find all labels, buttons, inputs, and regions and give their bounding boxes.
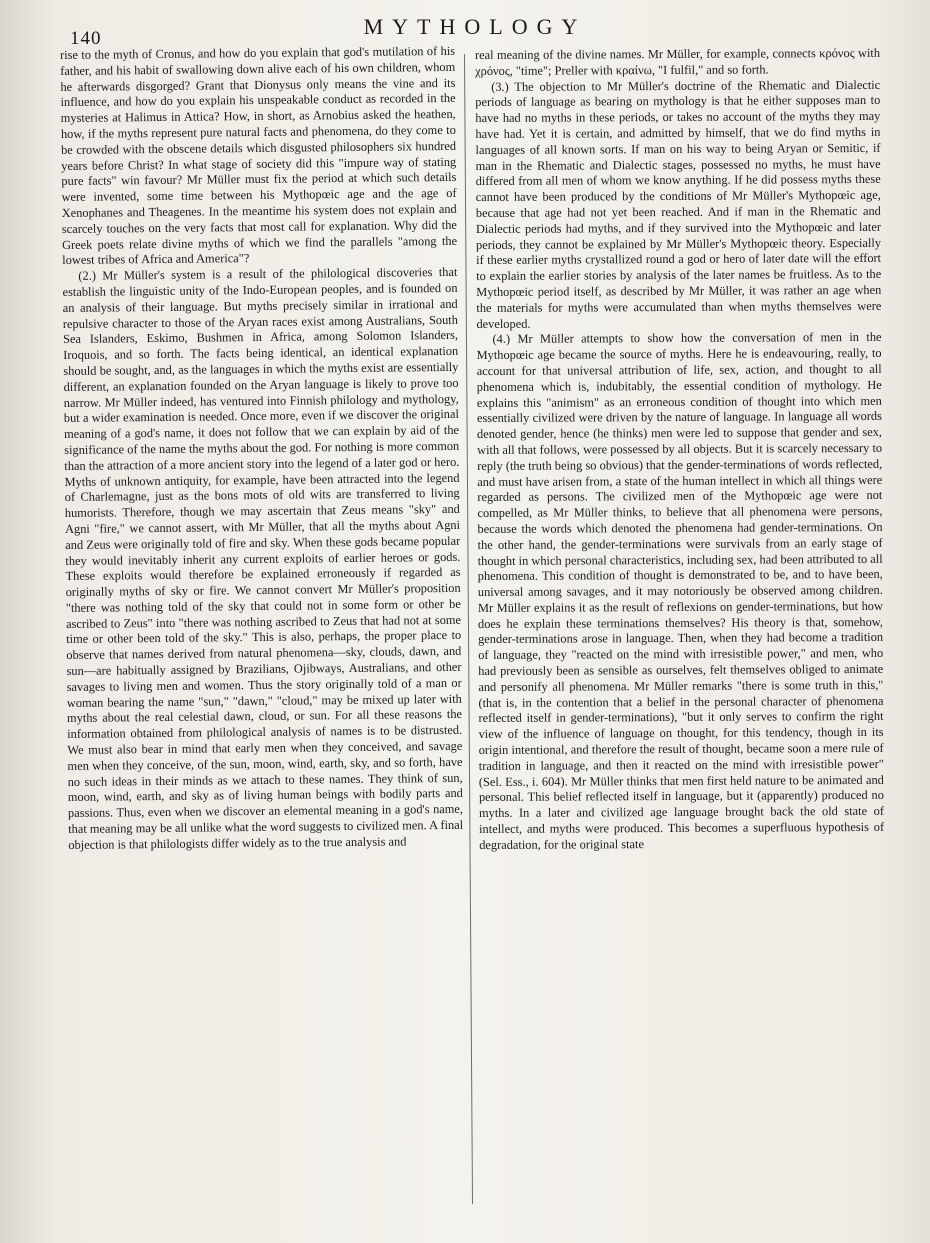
paragraph-5: (4.) Mr Müller attempts to show how the conversation of men in the Mythopœic age became the source of myths. Here he is endeavouring, really, to account for that universal attribution of life, sex, action, and thought to all phenomena which is, indubitably, the essential condition of mythology. He explains this "animism" as an erroneous condition of thought into which men essentially civilized were driven by the nature of language. In language all words denoted gender, hence (he thinks) men were led to suppose that gender and sex, with all that follows, were possessed by all objects. But it is scarcely necessary to reply (the truth being so obvious) that the gender-terminations of words reflected, and must have arisen from, a state of the human intellect in which all things were regarded as persons. The civilized men of the Mythopœic age were not compelled, as Mr Müller thinks, to believe that all phenomena were persons, because the words which denoted the phenomena had gender-terminations. On the other hand, the gender-terminations were survivals from an early stage of thought in which personal characteristics, including sex, had been attributed to all phenomena. This condition of thought is demonstrated to be, and to have been, universal among savages, and it may notoriously be observed among children. Mr Müller explains it as the result of reflexions on gender-terminations, but how does he explain these terminations themselves? His theory is that, somehow, gender-terminations arose in language. Then, when they had become a tradition of language, they "reacted on the mind with irresistible power," and men, who had previously been as sensible as ourselves, felt themselves obliged to animate and personify all phenomena. Mr Müller remarks "there is some truth in this," (that is, in the contention that a belief in the personal character of phenomena reflected itself in gender-terminations), "but it only serves to confirm the right view of the influence of language on thought, for this tendency, though in its origin intentional, and therefore the result of thought, became soon a mere rule of tradition in language, and then it reacted on the mind with irresistible power" (Sel. Ess., i. 604). Mr Müller thinks that men first held nature to be animated and personal. This belief reflected itself in language, but it (apparently) produced no myths. In a later and civilized age language brought back the old state of intellect, and myths were produced. This becomes a superfluous hypothesis of degradation, for the original state <box>476 330 885 852</box>
paragraph-2: (2.) Mr Müller's system is a result of the philological discoveries that establish the linguistic unity of the Indo-European peoples, and is founded on an analysis of their language. But myths precisely similar in irrational and repulsive character to those of the Aryan races exist among Australians, South Sea Islanders, Eskimo, Bushmen in Africa, among Solomon Islanders, Iroquois, and so forth. The facts being identical, an identical explanation should be sought, and, as the languages in which the myths exist are essentially different, an explanation founded on the Aryan language is likely to prove too narrow. Mr Müller indeed, has ventured into Finnish philology and mythology, but a wider examination is needed. Once more, even if we discover the original meaning of a god's name, it does not follow that we can explain by aid of the significance of the name the myths about the god. For nothing is more common than the attraction of a more ancient story into the legend of a later god or hero. Myths of unknown antiquity, for example, have been attracted into the legend of Charlemagne, just as the bons mots of old wits are transferred to living humorists. Therefore, though we may ascertain that Zeus means "sky" and Agni "fire," we cannot assert, with Mr Müller, that all the myths about Agni and Zeus were originally told of fire and sky. When these gods became popular they would inevitably inherit any current exploits of earlier heroes or gods. These exploits would therefore be explained erroneously if regarded as originally myths of sky or fire. We cannot convert Mr Müller's proposition "there was nothing told of the sky that could not in some form or other be ascribed to Zeus" into "there was nothing ascribed to Zeus that had not at some time or other been told of the sky." This is also, perhaps, the proper place to observe that names derived from natural phenomena—sky, clouds, dawn, and sun—are habitually assigned by Brazilians, Ojibways, Australians, and other savages to living men and women. Thus the story originally told of a man or woman bearing the name "sun," "dawn," "cloud," may be mixed up later with myths about the real celestial dawn, cloud, or sun. For all these reasons the information obtained from philological analysis of names is to be distrusted. We must also bear in mind that early men when they conceived, and savage men when they conceive, of the sun, moon, wind, earth, sky, and so forth, have no such ideas in their minds as we attach to these names. They think of sun, moon, wind, earth, and sky as of living human beings with bodily parts and passions. Thus, even when we discover an elemental meaning in a god's name, that meaning may be all unlike what the word suggests to civilized men. A final objection is that philologists differ widely as to the true analysis and <box>62 265 464 852</box>
left-column <box>60 44 467 1198</box>
paragraph-4: (3.) The objection to Mr Müller's doctrine of the Rhematic and Dialectic periods of language as bearing on mythology is that he either supposes man to have had no myths in these periods, or takes no account of the myths they may have had. Yet it is certain, and admitted by himself, that we do find myths in languages of all known sorts. If man on his way to being Aryan or Semitic, if man in the Rhematic and Dialectic stages, possessed no myths, he must have differed from all men of whom we know anything. If he did possess myths these cannot have been produced by the conditions of Mr Müller's Mythopœic age, because that age had not yet been reached. And if man in the Rhematic and Dialectic periods had myths, and if they survived into the Mythopœic and later periods, they cannot be explained by Mr Müller's Mythopœic theory. Especially if these earlier myths crystallized round a god or hero of later date will the effort to explain the earlier stories by analysis of the later names be fruitless. As to the Mythopœic period itself, as described by Mr Müller, it was rather an age when the materials for myths were accumulated than when myths themselves were developed. <box>475 77 882 331</box>
paragraph-1: rise to the myth of Cronus, and how do you explain that god's mutilation of his father, and his habit of swallowing down alive each of his own children, whom he afterwards disgorged? Grant that Dionysus only means the vine and its influence, and how do you explain his unspeakable conduct as recorded in the mysteries at Halimus in Attica? How, in short, as Arnobius asked the heathen, how, if the myths represent pure natural facts and phenomena, do they come to be crowded with the obscene details which disgusted philosophers six hundred years before Christ? In what stage of society did this "impure way of stating pure facts" win favour? Mr Müller must fix the period at which such details were invented, some time between his Mythopœic age and the age of Xenophanes and Theagenes. In the meantime his system does not explain and scarcely touches on the very facts that most call for explanation. Why did the Greek poets relate divine myths of which we find the parallels "among the lowest tribes of Africa and America"? <box>60 43 458 268</box>
running-head: MYTHOLOGY <box>363 14 587 39</box>
page-number: 140 <box>70 28 102 49</box>
paragraph-3: real meaning of the divine names. Mr Müller, for example, connects κρόνος with χρόνος, "time"; Preller with κραίνω, "I fulfil," and so forth. <box>475 45 881 78</box>
right-column <box>475 46 886 1198</box>
